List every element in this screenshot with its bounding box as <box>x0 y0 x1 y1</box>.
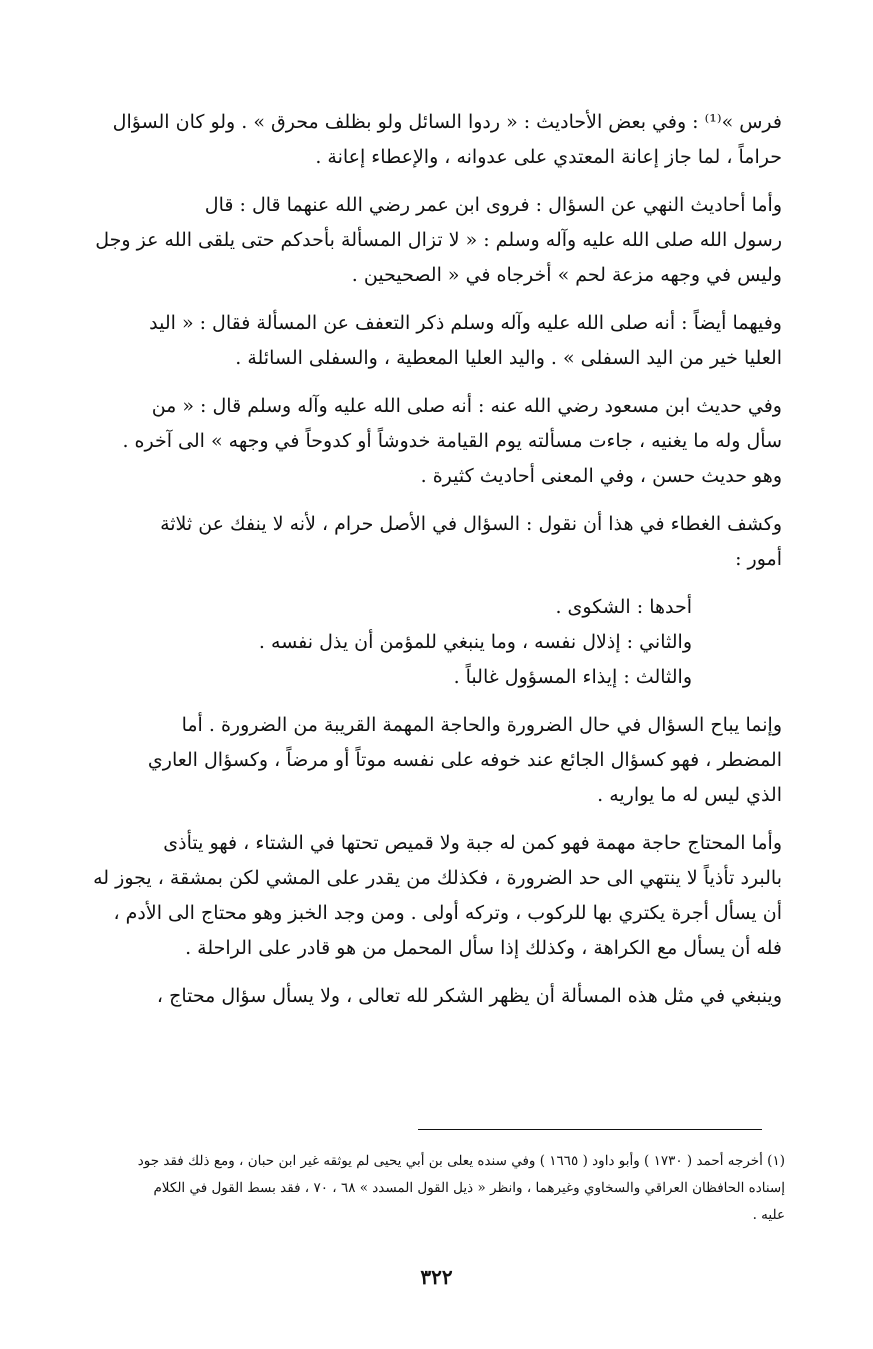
text-line: بالبرد تأذياً لا ينتهي الى حد الضرورة ، فكذلك من يقدر على المشي لكن بمشقة ، يجوز له <box>93 867 782 889</box>
footnote-line: (١) أخرجه أحمد ( ١٧٣٠ ) وأبو داود ( ١٦٦٥ ) وفي سنده يعلى بن أبي يحيى لم يوثقه غير ابن حبان ، ومع ذلك فقد جود <box>137 1153 785 1169</box>
page-number: ٣٢٢ <box>420 1265 453 1289</box>
paragraph-9 <box>30 979 782 1014</box>
paragraph-list <box>30 590 692 695</box>
text-line: سأل وله ما يغنيه ، جاءت مسألته يوم القيامة خدوشاً أو كدوحاً في وجهه » الى آخره . <box>122 430 782 452</box>
text-line: أن يسأل أجرة يكتري بها للركوب ، وتركه أولى . ومن وجد الخبز وهو محتاج الى الأدم ، <box>113 902 782 924</box>
paragraph-4 <box>30 389 782 494</box>
text-line: وفيهما أيضاً : أنه صلى الله عليه وآله وسلم ذكر التعفف عن المسألة فقال : « اليد <box>149 312 782 334</box>
text-line: أمور : <box>735 548 782 570</box>
text-line: وأما أحاديث النهي عن السؤال : فروى ابن عمر رضي الله عنهما قال : قال <box>204 194 782 216</box>
text-line: حراماً ، لما جاز إعانة المعتدي على عدوانه ، والإعطاء إعانة . <box>315 146 782 168</box>
paragraph-2 <box>30 188 782 293</box>
text-line: وفي حديث ابن مسعود رضي الله عنه : أنه صلى الله عليه وآله وسلم قال : « من <box>151 395 782 417</box>
text-line: المضطر ، فهو كسؤال الجائع عند خوفه على نفسه موتاً أو مرضاً ، وكسؤال العاري <box>147 749 782 771</box>
paragraph-3 <box>30 306 782 376</box>
footnote-divider <box>418 1129 762 1130</box>
footnote-line: عليه . <box>752 1207 785 1223</box>
paragraph-5 <box>30 507 782 577</box>
text-line: فرس »⁽¹⁾ : وفي بعض الأحاديث : « ردوا السائل ولو بظلف محرق » . ولو كان السؤال <box>112 111 782 133</box>
main-text <box>30 105 782 1027</box>
text-line: وينبغي في مثل هذه المسألة أن يظهر الشكر لله تعالى ، ولا يسأل سؤال محتاج ، <box>156 985 782 1007</box>
text-line: الذي ليس له ما يواريه . <box>597 784 782 806</box>
text-line: العليا خير من اليد السفلى » . واليد العليا المعطية ، والسفلى السائلة . <box>235 347 782 369</box>
text-line: رسول الله صلى الله عليه وآله وسلم : « لا تزال المسألة بأحدكم حتى يلقى الله عز وجل <box>95 229 782 251</box>
text-line: وليس في وجهه مزعة لحم » أخرجاه في « الصحيحين . <box>351 264 782 286</box>
list-item: والثاني : إذلال نفسه ، وما ينبغي للمؤمن أن يذل نفسه . <box>258 631 692 653</box>
text-line: وإنما يباح السؤال في حال الضرورة والحاجة المهمة القريبة من الضرورة . أما <box>181 714 782 736</box>
text-line: فله أن يسأل مع الكراهة ، وكذلك إذا سأل المحمل من هو قادر على الراحلة . <box>185 937 782 959</box>
text-line: وهو حديث حسن ، وفي المعنى أحاديث كثيرة . <box>420 465 782 487</box>
list-item: والثالث : إيذاء المسؤول غالباً . <box>453 666 692 688</box>
footnote-line: إسناده الحافظان العراقي والسخاوي وغيرهما ، وانظر « ذيل القول المسدد » ٦٨ ، ٧٠ ، فقد بسط القول في الكلام <box>153 1180 785 1196</box>
paragraph-1 <box>30 105 782 175</box>
footnote <box>40 1148 785 1229</box>
paragraph-7 <box>30 708 782 813</box>
text-line: وكشف الغطاء في هذا أن نقول : السؤال في الأصل حرام ، لأنه لا ينفك عن ثلاثة <box>160 513 782 535</box>
list-item: أحدها : الشكوى . <box>555 596 692 618</box>
text-line: وأما المحتاج حاجة مهمة فهو كمن له جبة ولا قميص تحتها في الشتاء ، فهو يتأذى <box>163 832 782 854</box>
paragraph-8 <box>30 826 782 966</box>
